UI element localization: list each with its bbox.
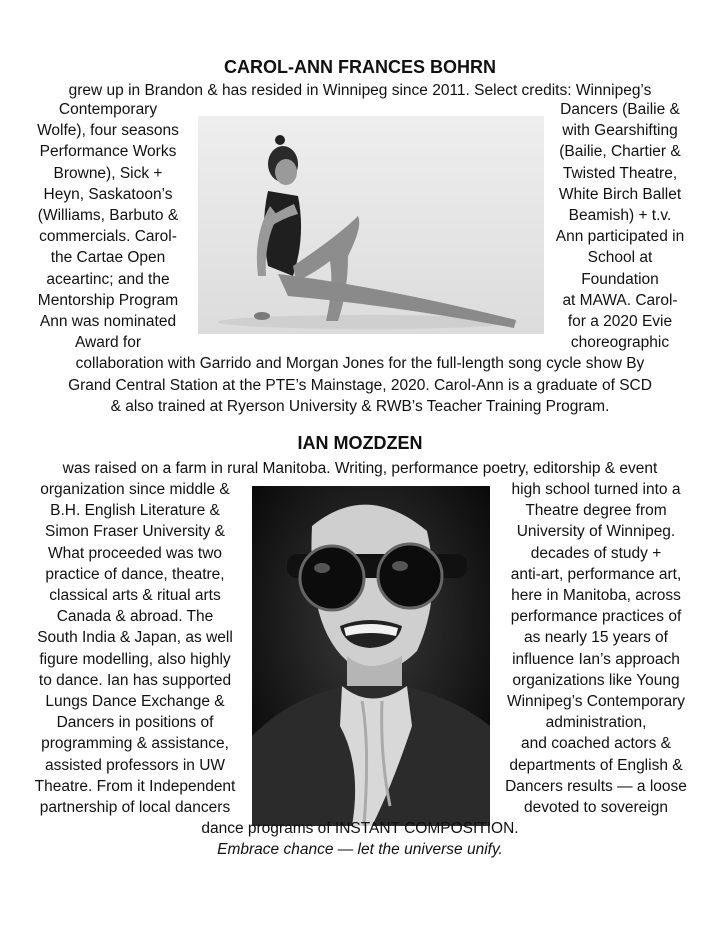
dancer-photo <box>198 116 544 334</box>
bio-text-right-line: University of Winnipeg. <box>516 523 676 541</box>
bio-text-right-line: performance practices of <box>510 608 682 626</box>
bio-text-right-line: as nearly 15 years of <box>524 629 668 647</box>
bio-text-right-line: Ann participated in <box>555 228 685 246</box>
bio-text-line: collaboration with Garrido and Morgan Jones for the full-length song cycle show By <box>75 355 645 372</box>
bio-text-right-line: anti-art, performance art, <box>510 565 682 583</box>
bio-text-left-line: B.H. English Literature & <box>50 502 220 520</box>
bio-text-right-line: organizations like Young <box>512 671 680 689</box>
bio-text-left-line: Simon Fraser University & <box>44 523 225 541</box>
bio-text-left-line: organization since middle & <box>40 481 230 498</box>
bio-text-right-line: Foundation <box>581 270 659 288</box>
bio-text-right-line: Winnipeg’s Contemporary <box>506 693 686 710</box>
bio-text-right-line: Dancers results — a loose <box>505 777 687 795</box>
bio-text-right-line: Theatre degree from <box>525 502 667 520</box>
bio-text-left-line: Award for <box>74 334 142 352</box>
bio-tagline: Embrace chance — let the universe unify. <box>217 841 503 858</box>
bio-text-left-line: the Cartae Open <box>50 249 166 267</box>
performer-photo <box>252 486 490 826</box>
bio-text-left-line: Heyn, Saskatoon’s <box>43 185 173 203</box>
bio-text-left-line: classical arts & ritual arts <box>49 587 221 604</box>
bio-text-left-line: Performance Works <box>39 143 177 161</box>
bio-text-right-line: at MAWA. Carol- <box>562 291 678 309</box>
bio-text-line: & also trained at Ryerson University & RWB’s Teacher Training Program. <box>110 398 610 415</box>
bio-text-right-line: choreographic <box>570 334 670 352</box>
bio-text-right-line: Dancers (Bailie & <box>560 101 680 118</box>
bio-text-left-line: Lungs Dance Exchange & <box>45 693 225 710</box>
bio-text-right-line: (Bailie, Chartier & <box>559 143 681 161</box>
bio-text-left-line: programming & assistance, <box>41 735 229 753</box>
bio-text-right-line: decades of study + <box>530 544 662 562</box>
bio-text-right-line: here in Manitoba, across <box>511 587 681 604</box>
bio-title-ian: IAN MOZDZEN <box>297 433 423 453</box>
bio-text-left-line: commercials. Carol- <box>39 228 177 246</box>
bio-text-line: Grand Central Station at the PTE’s Mainstage, 2020. Carol-Ann is a graduate of SCD <box>68 376 652 394</box>
bio-text-left-line: Dancers in positions of <box>56 714 214 732</box>
bio-text-right-line: devoted to sovereign <box>524 799 668 816</box>
bio-text-right-line: departments of English & <box>509 756 683 774</box>
bio-text-left-line: assisted professors in UW <box>44 756 226 774</box>
bio-text-left-line: Mentorship Program <box>37 291 179 309</box>
bio-text-right-line: Twisted Theatre, <box>562 164 678 182</box>
bio-text-right-line: high school turned into a <box>511 481 681 498</box>
bio-text-line: grew up in Brandon & has resided in Winnipeg since 2011. Select credits: Winnipeg’s <box>68 82 652 99</box>
bio-text-right-line: influence Ian’s approach <box>512 650 680 668</box>
bio-text-left-line: figure modelling, also highly <box>39 650 231 668</box>
bio-text-right-line: School at <box>587 249 653 267</box>
bio-text-left-line: (Williams, Barbuto & <box>37 207 179 224</box>
bio-text-right-line: White Birch Ballet <box>558 185 682 203</box>
bio-title-carol-ann: CAROL-ANN FRANCES BOHRN <box>224 57 496 77</box>
bio-text-left-line: South India & Japan, as well <box>37 629 233 647</box>
bio-text-left-line: Canada & abroad. The <box>56 608 214 626</box>
bio-text-left-line: practice of dance, theatre, <box>45 565 225 583</box>
bio-text-line: was raised on a farm in rural Manitoba. Writing, performance poetry, editorship & event <box>62 460 658 477</box>
bio-text-left-line: Wolfe), four seasons <box>37 122 179 140</box>
bio-text-left-line: What proceeded was two <box>47 544 223 562</box>
bio-text-right-line: Beamish) + t.v. <box>568 207 672 224</box>
bio-text-right-line: for a 2020 Evie <box>567 313 673 330</box>
bio-text-left-line: Contemporary <box>58 101 158 118</box>
bio-text-right-line: administration, <box>545 714 647 732</box>
bio-text-left-line: to dance. Ian has supported <box>38 671 232 689</box>
bio-text-left-line: Browne), Sick + <box>53 164 163 182</box>
bio-text-left-line: partnership of local dancers <box>39 799 231 816</box>
bio-text-left-line: Ann was nominated <box>39 313 177 330</box>
bio-text-right-line: with Gearshifting <box>562 122 678 140</box>
bio-text-left-line: aceartinc; and the <box>46 270 170 288</box>
bio-text-right-line: and coached actors & <box>521 735 671 753</box>
bio-closing-line: dance programs of INSTANT COMPOSITION. <box>201 820 519 837</box>
bio-text-left-line: Theatre. From it Independent <box>34 777 236 795</box>
